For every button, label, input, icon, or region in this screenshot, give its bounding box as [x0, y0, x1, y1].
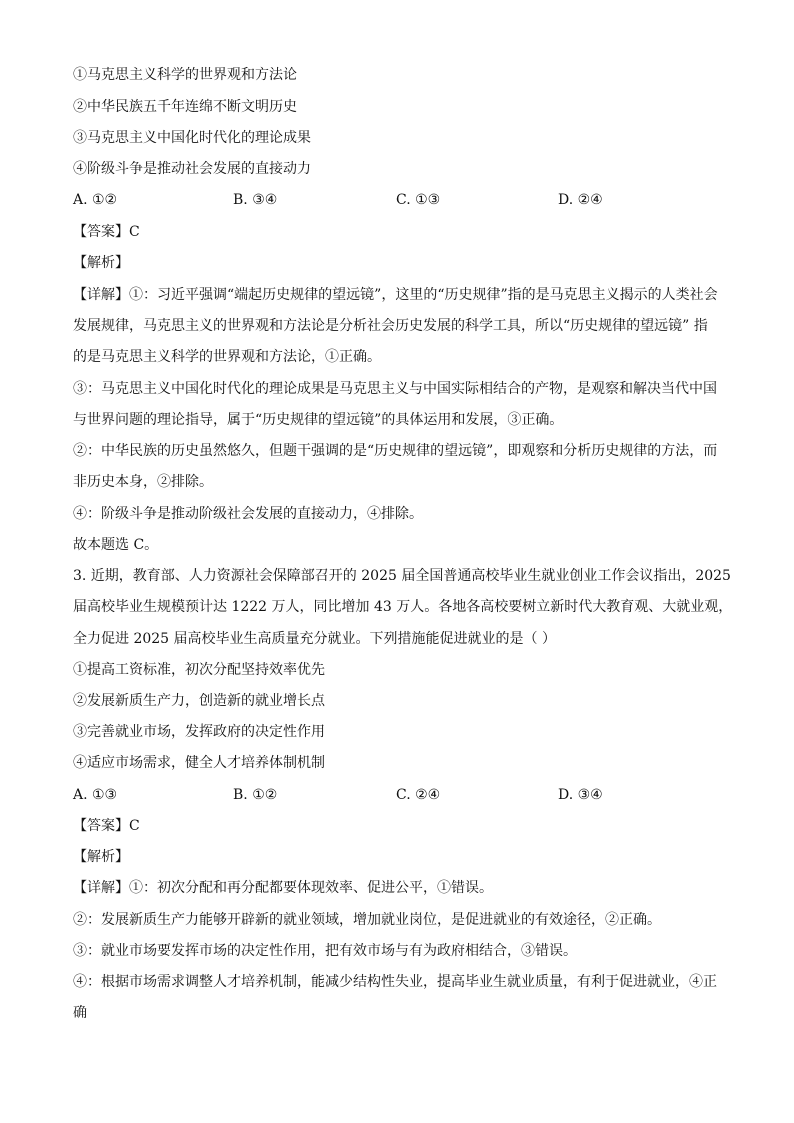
q2-detail-line: ③：马克思主义中国化时代化的理论成果是马克思主义与中国实际相结合的产物，是观察和解决当代中国 — [73, 381, 717, 397]
q3-item-1: ①提高工资标准，初次分配坚持效率优先 — [73, 662, 325, 678]
q2-detail-line: ④：阶级斗争是推动阶级社会发展的直接动力，④排除。 — [73, 506, 423, 522]
q3-option-b: B. ①② — [233, 787, 278, 803]
q2-option-a: A. ①② — [73, 192, 118, 208]
q3-stem-line: 3. 近期，教育部、人力资源社会保障部召开的 2025 届全国普通高校毕业生就业创业工作会议指出，2025 — [73, 568, 731, 584]
q3-detail-line: ④：根据市场需求调整人才培养机制，能减少结构性失业，提高毕业生就业质量，有利于促进就业，④正 — [73, 974, 717, 990]
q3-item-4: ④适应市场需求，健全人才培养体制机制 — [73, 755, 325, 771]
q2-option-b: B. ③④ — [233, 192, 278, 208]
q3-option-a: A. ①③ — [73, 787, 118, 803]
q2-conclusion: 故本题选 C。 — [73, 537, 159, 553]
q2-answer: 【答案】C — [73, 224, 140, 240]
q3-item-3: ③完善就业市场，发挥政府的决定性作用 — [73, 724, 325, 740]
q2-item-1: ①马克思主义科学的世界观和方法论 — [73, 67, 297, 83]
q3-options — [73, 785, 713, 805]
q3-option-d: D. ③④ — [558, 787, 603, 803]
q3-stem-line: 届高校毕业生规模预计达 1222 万人，同比增加 43 万人。各地各高校要树立新时代大教育观、大就业观， — [73, 599, 733, 615]
q2-item-2: ②中华民族五千年连绵不断文明历史 — [73, 99, 297, 115]
q3-answer: 【答案】C — [73, 818, 140, 834]
q2-detail-line: 的是马克思主义科学的世界观和方法论，①正确。 — [73, 349, 381, 365]
q3-option-c: C. ②④ — [396, 787, 441, 803]
q3-stem-line: 全力促进 2025 届高校毕业生高质量充分就业。下列措施能促进就业的是（ ） — [73, 631, 556, 647]
q3-item-2: ②发展新质生产力，创造新的就业增长点 — [73, 693, 325, 709]
q2-detail-line: 发展规律，马克思主义的世界观和方法论是分析社会历史发展的科学工具，所以“历史规律的望远镜” 指 — [73, 318, 708, 334]
q2-option-d: D. ②④ — [558, 192, 603, 208]
q2-options — [73, 190, 713, 210]
q2-analysis-label: 【解析】 — [73, 255, 129, 271]
q2-option-c: C. ①③ — [396, 192, 441, 208]
q2-item-3: ③马克思主义中国化时代化的理论成果 — [73, 130, 311, 146]
q2-item-4: ④阶级斗争是推动社会发展的直接动力 — [73, 161, 311, 177]
q3-detail-line: 确 — [73, 1005, 87, 1021]
q3-analysis-label: 【解析】 — [73, 849, 129, 865]
q3-detail-line: 【详解】①：初次分配和再分配都要体现效率、促进公平，①错误。 — [73, 880, 493, 896]
q3-detail-line: ②：发展新质生产力能够开辟新的就业领域，增加就业岗位，是促进就业的有效途径，②正确。 — [73, 912, 661, 928]
q2-detail-line: 【详解】①：习近平强调“端起历史规律的望远镜”，这里的“历史规律”指的是马克思主义揭示的人类社会 — [73, 287, 718, 303]
q2-detail-line: 与世界问题的理论指导，属于“历史规律的望远镜”的具体运用和发展，③正确。 — [73, 412, 564, 428]
q2-detail-line: ②：中华民族的历史虽然悠久，但题干强调的是“历史规律的望远镜”，即观察和分析历史规律的方法，而 — [73, 443, 718, 459]
q2-detail-line: 非历史本身，②排除。 — [73, 474, 213, 490]
q3-detail-line: ③：就业市场要发挥市场的决定性作用，把有效市场与有为政府相结合，③错误。 — [73, 943, 577, 959]
